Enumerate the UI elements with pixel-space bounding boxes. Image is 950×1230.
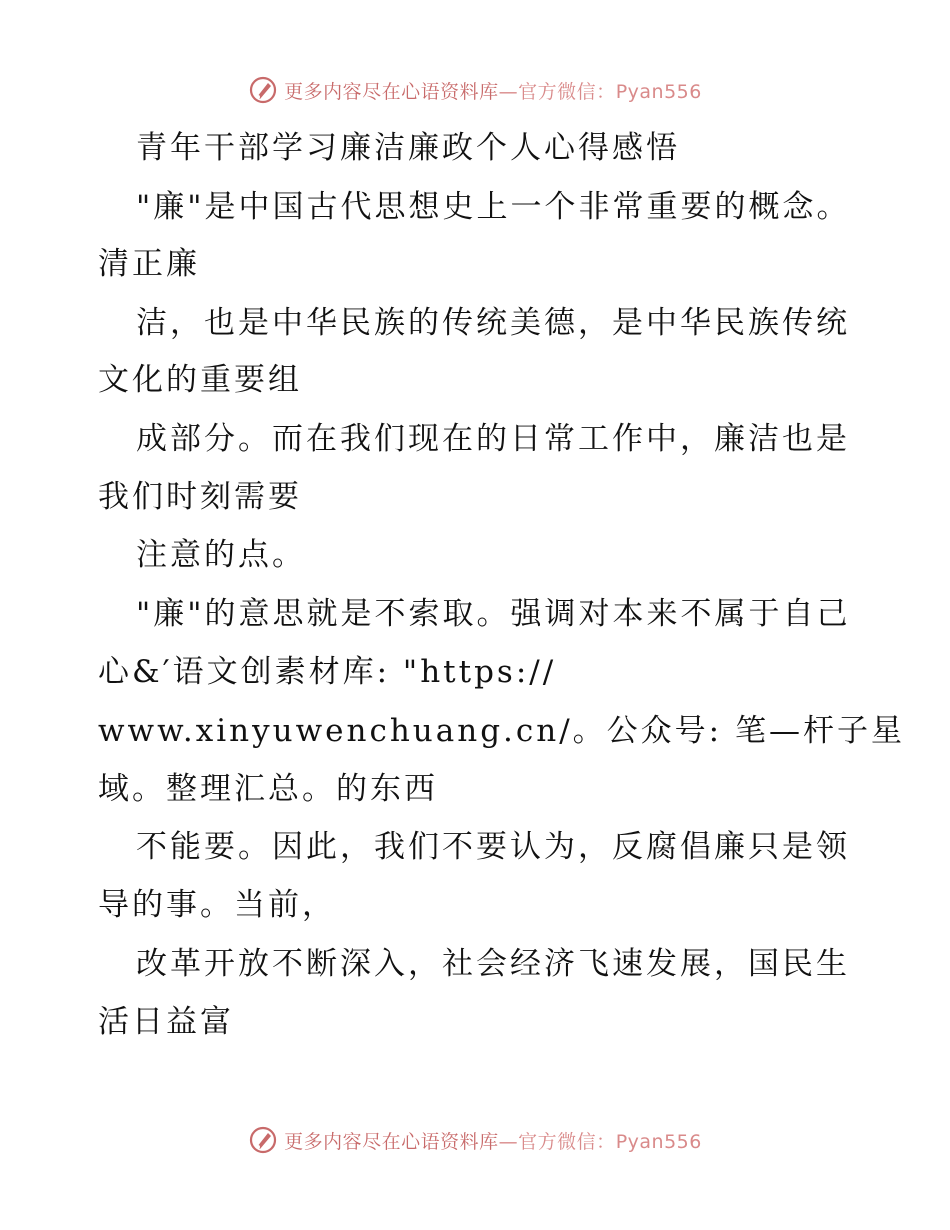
paragraph-line: "廉"的意思就是不索取。强调对本来不属于自己	[136, 596, 851, 632]
paragraph-line: 成部分。而在我们现在的日常工作中，廉洁也是	[136, 421, 850, 457]
paragraph-line: 清正廉	[98, 246, 200, 282]
footer-watermark-text: 更多内容尽在心语资料库—官方微信：Pyan556	[284, 1130, 702, 1153]
header-watermark	[0, 70, 950, 110]
document-title: 青年干部学习廉洁廉政个人心得感悟	[136, 130, 680, 166]
footer-watermark	[0, 1120, 950, 1160]
paragraph-line: 注意的点。	[136, 537, 306, 573]
paragraph-line: 活日益富	[98, 1004, 234, 1040]
paragraph-line: 不能要。因此，我们不要认为，反腐倡廉只是领	[136, 829, 850, 865]
paragraph-line: 导的事。当前，	[98, 887, 336, 923]
paragraph-line: 我们时刻需要	[98, 479, 302, 515]
pen-nib-logo-icon	[248, 75, 278, 105]
pen-nib-logo-icon	[248, 1125, 278, 1155]
paragraph-line: "廉"是中国古代思想史上一个非常重要的概念。	[136, 189, 851, 225]
paragraph-line: 心&′语文创素材库: "https://	[98, 654, 557, 690]
paragraph-line: 域。整理汇总。的东西	[98, 771, 438, 807]
paragraph-line: 文化的重要组	[98, 362, 302, 398]
paragraph-line: www.xinyuwenchuang.cn/。公众号: 笔—杆子星	[98, 713, 905, 749]
paragraph-line: 改革开放不断深入，社会经济飞速发展，国民生	[136, 946, 850, 982]
paragraph-line: 洁，也是中华民族的传统美德，是中华民族传统	[136, 305, 850, 341]
header-watermark-text: 更多内容尽在心语资料库—官方微信：Pyan556	[284, 80, 702, 103]
